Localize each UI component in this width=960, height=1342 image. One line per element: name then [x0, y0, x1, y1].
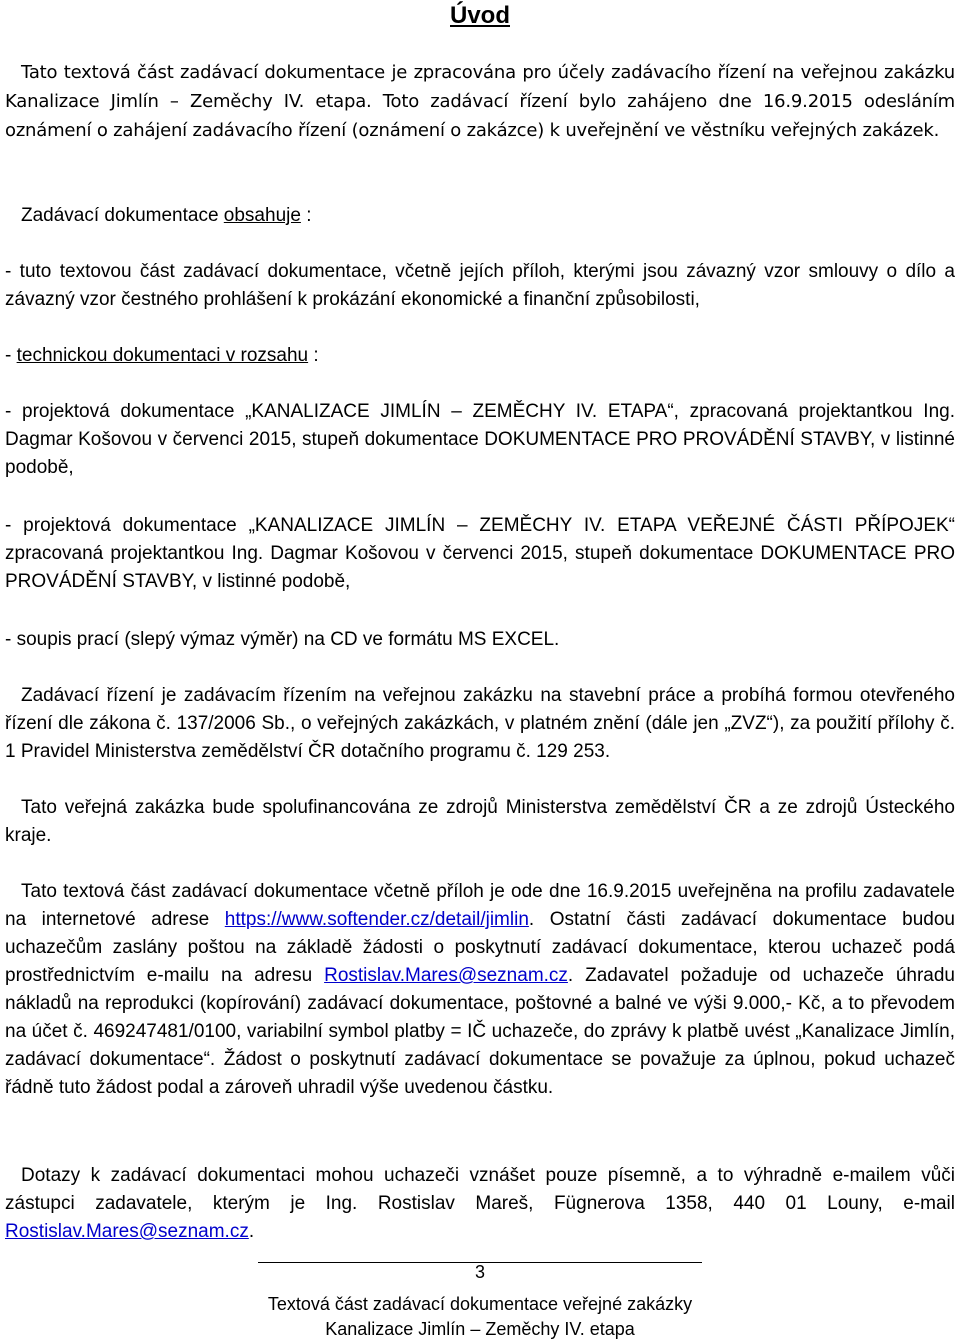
- list-item-bill-of-quantities: - soupis prací (slepý výmaz výměr) na CD ve formátu MS EXCEL.: [5, 629, 560, 650]
- publication-text-c: . Zadavatel požaduje od uchazeče úhradu nákladů na reprodukci (kopírování) zadávací dokumentace, poštovné a balné ve výši 9.000,- Kč, a to převodem na účet č. 469247481/0100, variabilní symbol platby = IČ uchazeče, do zprávy k platbě uvést „Kanalizace Jimlín, zadávací dokumentace“. Žádost o poskytnutí zadávací dokumentace se považuje za úplnou, pokud uchazeč řádně tuto žádost podal a zároveň uhradil výše uvedenou částku.: [5, 965, 955, 1098]
- questions-text-b: .: [248, 1221, 255, 1242]
- page-number: 3: [474, 1262, 485, 1282]
- footer-line-2: Kanalizace Jimlín – Zeměchy IV. etapa: [325, 1319, 635, 1339]
- list-dash: -: [5, 345, 17, 366]
- contents-heading-prefix: Zadávací dokumentace: [21, 205, 224, 226]
- questions-paragraph: [5, 1162, 955, 1246]
- publication-text-a: Tato textová část zadávací dokumentace včetně příloh je ode dne 16.9.2015 uveřejněna na profilu zadavatele na internetové adrese: [5, 881, 955, 930]
- list-item-project-doc-2: - projektová dokumentace „KANALIZACE JIMLÍN – ZEMĚCHY IV. ETAPA VEŘEJNÉ ČÁSTI PŘÍPOJEK“ zpracovaná projektantkou Ing. Dagmar Košovou v červenci 2015, stupeň dokumentace DOKUMENTACE PRO PROVÁDĚNÍ STAVBY, v listinné podobě,: [5, 515, 955, 592]
- email-link[interactable]: Rostislav.Mares@seznam.cz: [324, 965, 568, 986]
- profile-link[interactable]: https://www.softender.cz/detail/jimlin: [224, 909, 529, 930]
- contact-email-link[interactable]: Rostislav.Mares@seznam.cz: [5, 1221, 249, 1242]
- footer-line-1: Textová část zadávací dokumentace veřejné zakázky: [267, 1294, 693, 1314]
- technical-docs-suffix: :: [308, 345, 319, 366]
- questions-text-a: Dotazy k zadávací dokumentaci mohou uchazeči vznášet pouze písemně, a to výhradně e-mailem vůči zástupci zadavatele, kterým je Ing. Rostislav Mareš, Fügnerova 1358, 440 01 Louny, e-mail: [5, 1165, 955, 1214]
- publication-paragraph: [5, 878, 955, 1102]
- contents-heading-suffix: :: [300, 205, 312, 226]
- technical-docs-label: technickou dokumentaci v rozsahu: [16, 345, 309, 366]
- list-item-technical-docs: [5, 342, 955, 370]
- contents-heading-underlined: obsahuje: [223, 205, 301, 226]
- list-item-project-doc-1: - projektová dokumentace „KANALIZACE JIMLÍN – ZEMĚCHY IV. ETAPA“, zpracovaná projektantkou Ing. Dagmar Košovou v červenci 2015, stupeň dokumentace DOKUMENTACE PRO PROVÁDĚNÍ STAVBY, v listinné podobě,: [5, 401, 955, 478]
- intro-paragraph: Tato textová část zadávací dokumentace je zpracována pro účely zadávacího řízení na veřejnou zakázku Kanalizace Jimlín – Zeměchy IV. etapa. Toto zadávací řízení bylo zahájeno dne 16.9.2015 odesláním oznámení o zahájení zadávacího řízení (oznámení o zakázce) k uveřejnění ve věstníku veřejných zakázek.: [5, 62, 955, 141]
- procedure-paragraph: Zadávací řízení je zadávacím řízením na veřejnou zakázku na stavební práce a probíhá formou otevřeného řízení dle zákona č. 137/2006 Sb., o veřejných zakázkách, v platném znění (dále jen „ZVZ“), za použití přílohy č. 1 Pravidel Ministerstva zemědělství ČR dotačního programu č. 129 253.: [5, 685, 955, 762]
- page-title: Úvod: [450, 2, 510, 29]
- publication-text-b: . Ostatní části zadávací dokumentace budou uchazečům zaslány poštou na základě žádosti o poskytnutí zadávací dokumentace, kterou uchazeč podá prostřednictvím e-mailu na adresu: [5, 909, 955, 986]
- contents-heading: [5, 202, 955, 230]
- list-item-text-part: - tuto textovou část zadávací dokumentace, včetně jejích příloh, kterými jsou závazný vzor smlouvy o dílo a závazný vzor čestného prohlášení k prokázání ekonomické a finanční způsobilosti,: [5, 261, 955, 310]
- cofinancing-paragraph: Tato veřejná zakázka bude spolufinancována ze zdrojů Ministerstva zemědělství ČR a ze zdrojů Ústeckého kraje.: [5, 797, 955, 846]
